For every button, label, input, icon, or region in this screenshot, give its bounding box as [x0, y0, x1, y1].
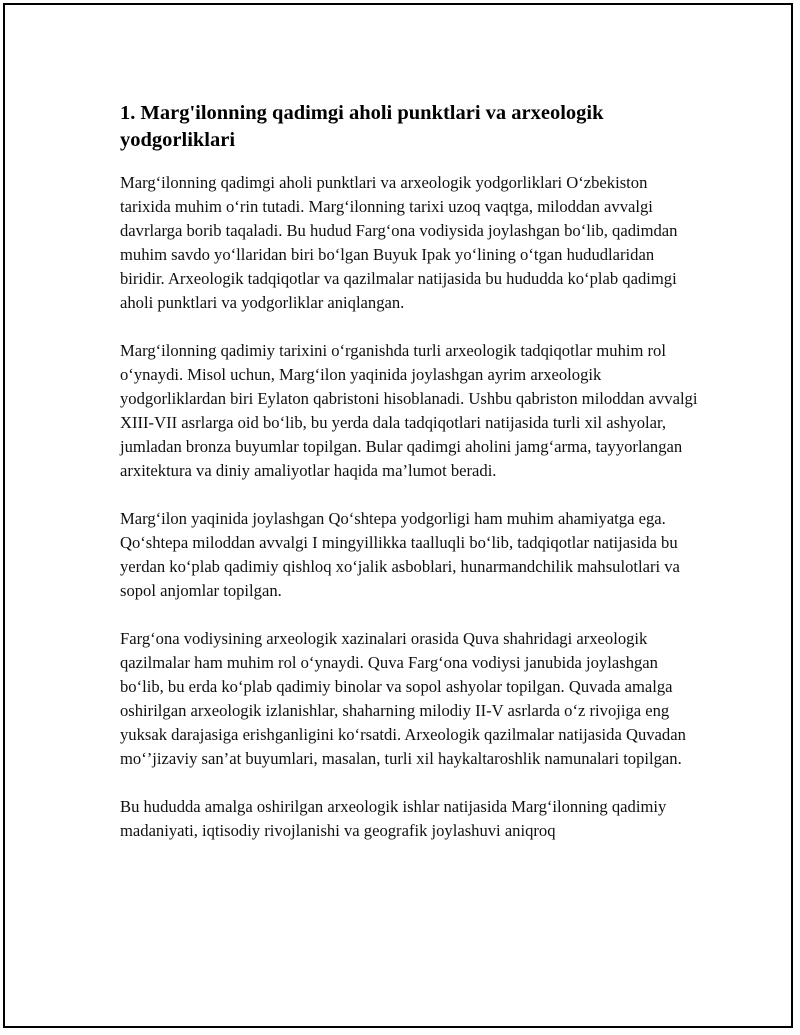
document-body: [120, 100, 700, 867]
paragraph-2: Marg‘ilonning qadimiy tarixini o‘rganishda turli arxeologik tadqiqotlar muhim rol o‘ynaydi. Misol uchun, Marg‘ilon yaqinida joylashgan ayrim arxeologik yodgorliklardan biri Eylaton qabristoni hisoblanadi. Ushbu qabriston miloddan avvalgi XIII-VII asrlarga oid bo‘lib, bu yerda dala tadqiqotlari natijasida turli xil ashyolar, jumladan bronza buyumlar topilgan. Bular qadimgi aholini jamg‘arma, tayyorlangan arxitektura va diniy amaliyotlar haqida ma’lumot beradi.: [120, 341, 698, 480]
page-frame: [3, 3, 793, 1028]
paragraph-1: Marg‘ilonning qadimgi aholi punktlari va arxeologik yodgorliklari O‘zbekiston tarixida muhim o‘rin tutadi. Marg‘ilonning tarixi uzoq vaqtga, miloddan avvalgi davrlarga borib taqaladi. Bu hudud Farg‘ona vodiysida joylashgan bo‘lib, qadimdan muhim savdo yo‘llaridan biri bo‘lgan Buyuk Ipak yo‘lining o‘tgan hududlaridan biridir. Arxeologik tadqiqotlar va qazilmalar natijasida bu hududda ko‘plab qadimgi aholi punktlari va yodgorliklar aniqlangan.: [120, 173, 678, 312]
section-heading: 1. Marg'ilonning qadimgi aholi punktlari va arxeologik yodgorliklari: [120, 102, 604, 151]
paragraph-3: Marg‘ilon yaqinida joylashgan Qo‘shtepa yodgorligi ham muhim ahamiyatga ega. Qo‘shtepa miloddan avvalgi I mingyillikka taalluqli bo‘lib, tadqiqotlar natijasida bu yerdan ko‘plab qadimiy qishloq xo‘jalik asboblari, hunarmandchilik mahsulotlari va sopol anjomlar topilgan.: [120, 509, 680, 600]
paragraph-4: Farg‘ona vodiysining arxeologik xazinalari orasida Quva shahridagi arxeologik qazilmalar ham muhim rol o‘ynaydi. Quva Farg‘ona vodiysi janubida joylashgan bo‘lib, bu erda ko‘plab qadimiy binolar va sopol ashyolar topilgan. Quvada amalga oshirilgan arxeologik izlanishlar, shaharning milodiy II-V asrlarda o‘z rivojiga eng yuksak darajasiga erishganligini ko‘rsatdi. Arxeologik qazilmalar natijasida Quvadan mo‘’jizaviy san’at buyumlari, masalan, turli xil haykaltaroshlik namunalari topilgan.: [120, 629, 686, 768]
paragraph-5: Bu hududda amalga oshirilgan arxeologik ishlar natijasida Marg‘ilonning qadimiy madaniyati, iqtisodiy rivojlanishi va geografik joylashuvi aniqroq: [120, 797, 667, 840]
